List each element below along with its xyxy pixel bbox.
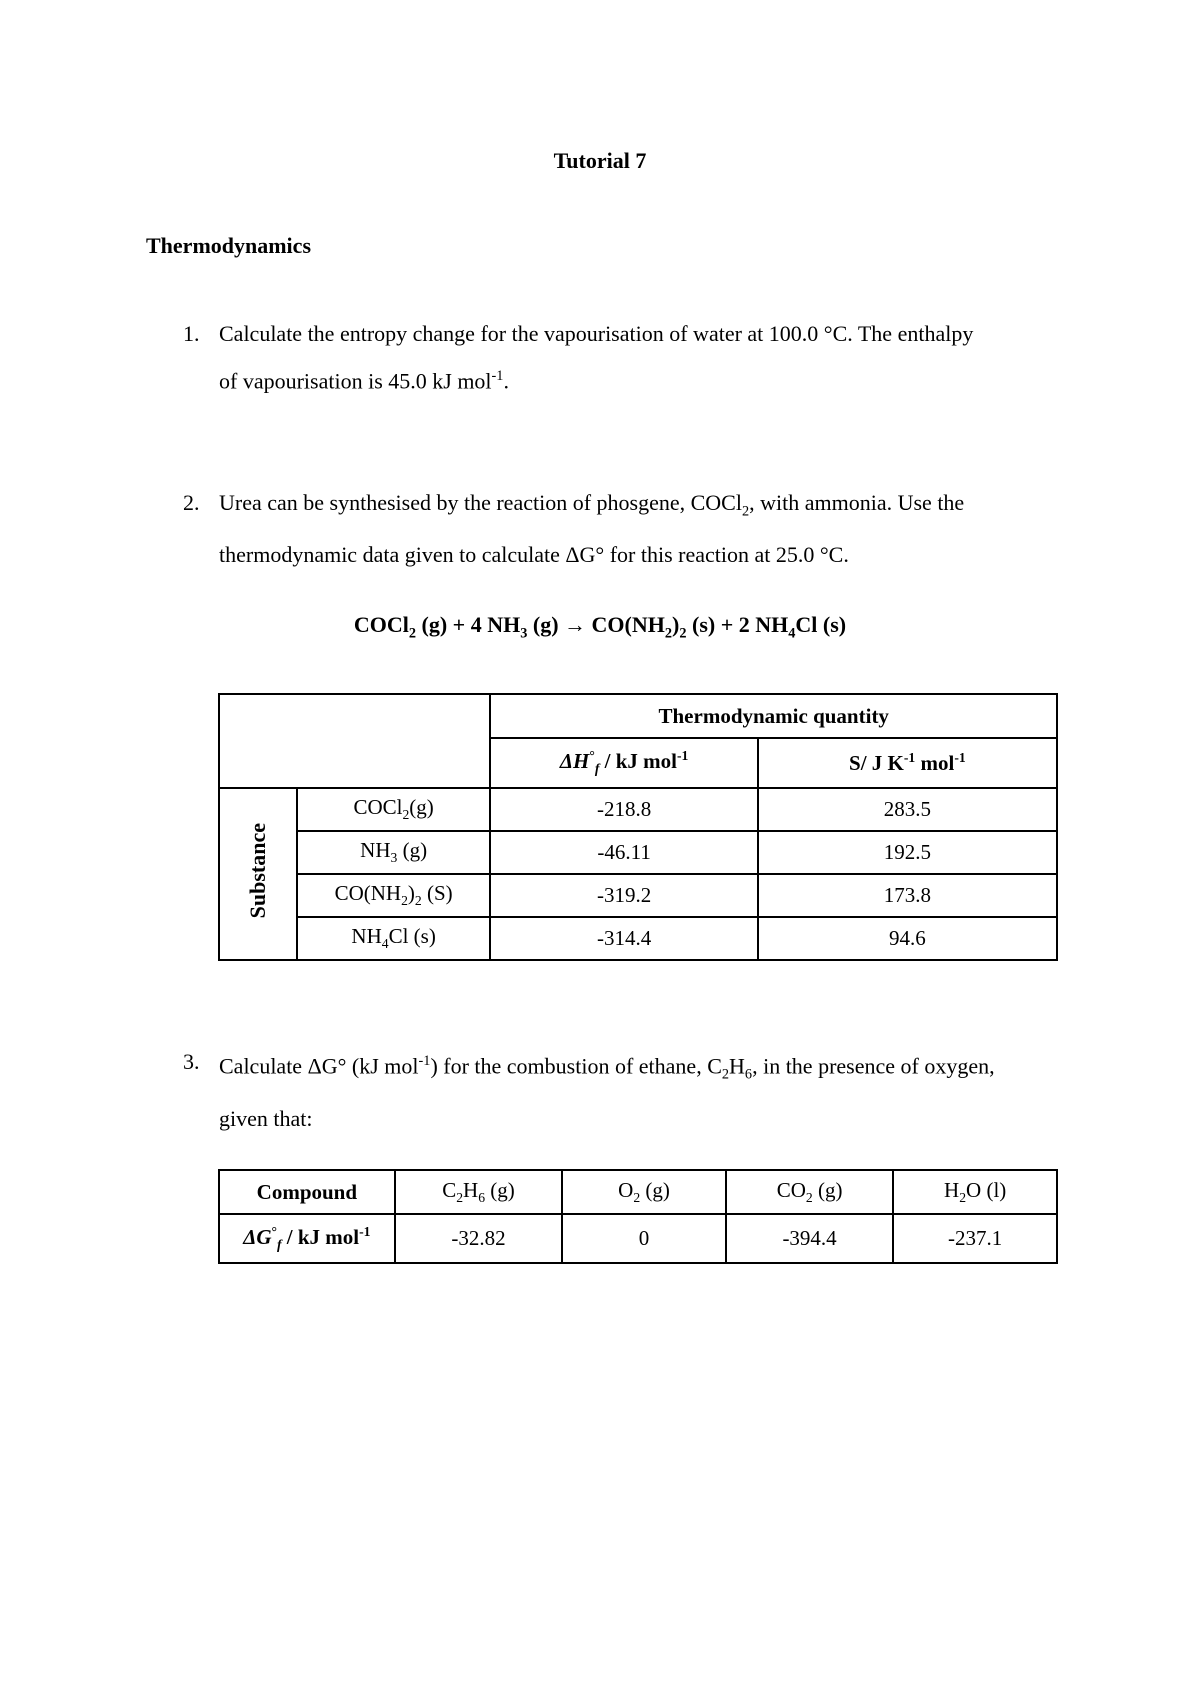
substance-cell: $NH_3$ (g) <box>297 831 491 874</box>
enthalpy-cell: -218.8 <box>490 788 757 831</box>
question-2-line-1: Urea can be synthesised by the reaction of phosgene, COCl$_2$, with ammonia. Use the <box>219 490 965 520</box>
gibbs-value-cell: 0 <box>562 1214 725 1263</box>
question-2-line-2: thermodynamic data given to calculate ΔG° for this reaction at 25.0 °C. <box>219 542 849 568</box>
question-number: 1. <box>183 321 200 346</box>
entropy-cell: 192.5 <box>758 831 1057 874</box>
question-3-line-2: given that: <box>219 1105 313 1131</box>
question-number: 2. <box>183 490 200 515</box>
column-header-enthalpy: $\Delta H^\circ_f$ / kJ mol$^{-1}$ <box>490 738 757 788</box>
section-heading: Thermodynamics <box>146 233 311 258</box>
substance-cell: COCl$_2$(g) <box>297 788 491 831</box>
gibbs-value-cell: -32.82 <box>395 1214 563 1263</box>
question-2 <box>185 481 1065 576</box>
compound-cell: $H_2O$ (l) <box>893 1170 1057 1214</box>
compound-cell: $O_2$ (g) <box>562 1170 725 1214</box>
entropy-cell: 173.8 <box>758 874 1057 917</box>
gibbs-value-cell: -394.4 <box>726 1214 894 1263</box>
gibbs-energy-table <box>218 1169 1058 1264</box>
page-title: Tutorial 7 <box>553 148 647 173</box>
question-3 <box>185 1040 1065 1140</box>
column-header-entropy: S/ J $K^{-1}$ mol$^{-1}$ <box>758 738 1057 788</box>
entropy-cell: 283.5 <box>758 788 1057 831</box>
table-corner <box>219 694 490 788</box>
question-3-line-1: Calculate ΔG° (kJ mol$^{-1}$) for the combustion of ethane, $C_2H_6$, in the presence of oxygen, <box>219 1053 995 1083</box>
entropy-cell: 94.6 <box>758 917 1057 960</box>
row-group-header: Substance <box>219 788 297 960</box>
compound-header: Compound <box>219 1170 395 1214</box>
reaction-equation: COCl$_2$ (g) + 4 $NH_3$ $(g) \to CO(NH_2)_2$ (s) + 2 $NH_4Cl$ (s) <box>353 612 847 642</box>
substance-cell: $CO(NH_2)_2$ (S) <box>297 874 491 917</box>
substance-cell: $NH_4Cl$ (s) <box>297 917 491 960</box>
question-1-line-1: Calculate the entropy change for the vapourisation of water at 100.0 °C. The enthalpy <box>219 321 974 346</box>
enthalpy-cell: -314.4 <box>490 917 757 960</box>
thermodynamic-data-table <box>218 693 1058 961</box>
group-header: Thermodynamic quantity <box>490 694 1057 738</box>
compound-cell: $CO_2$ (g) <box>726 1170 894 1214</box>
enthalpy-cell: -46.11 <box>490 831 757 874</box>
gibbs-row-header: $\Delta G^\circ_f$ / kJ mol$^{-1}$ <box>219 1214 395 1263</box>
enthalpy-cell: -319.2 <box>490 874 757 917</box>
gibbs-value-cell: -237.1 <box>893 1214 1057 1263</box>
question-1 <box>185 312 1065 402</box>
compound-cell: $C_2H_6$ (g) <box>395 1170 563 1214</box>
question-number: 3. <box>183 1049 200 1074</box>
question-1-line-2: of vapourisation is 45.0 kJ mol$^{-1}$. <box>219 368 509 394</box>
